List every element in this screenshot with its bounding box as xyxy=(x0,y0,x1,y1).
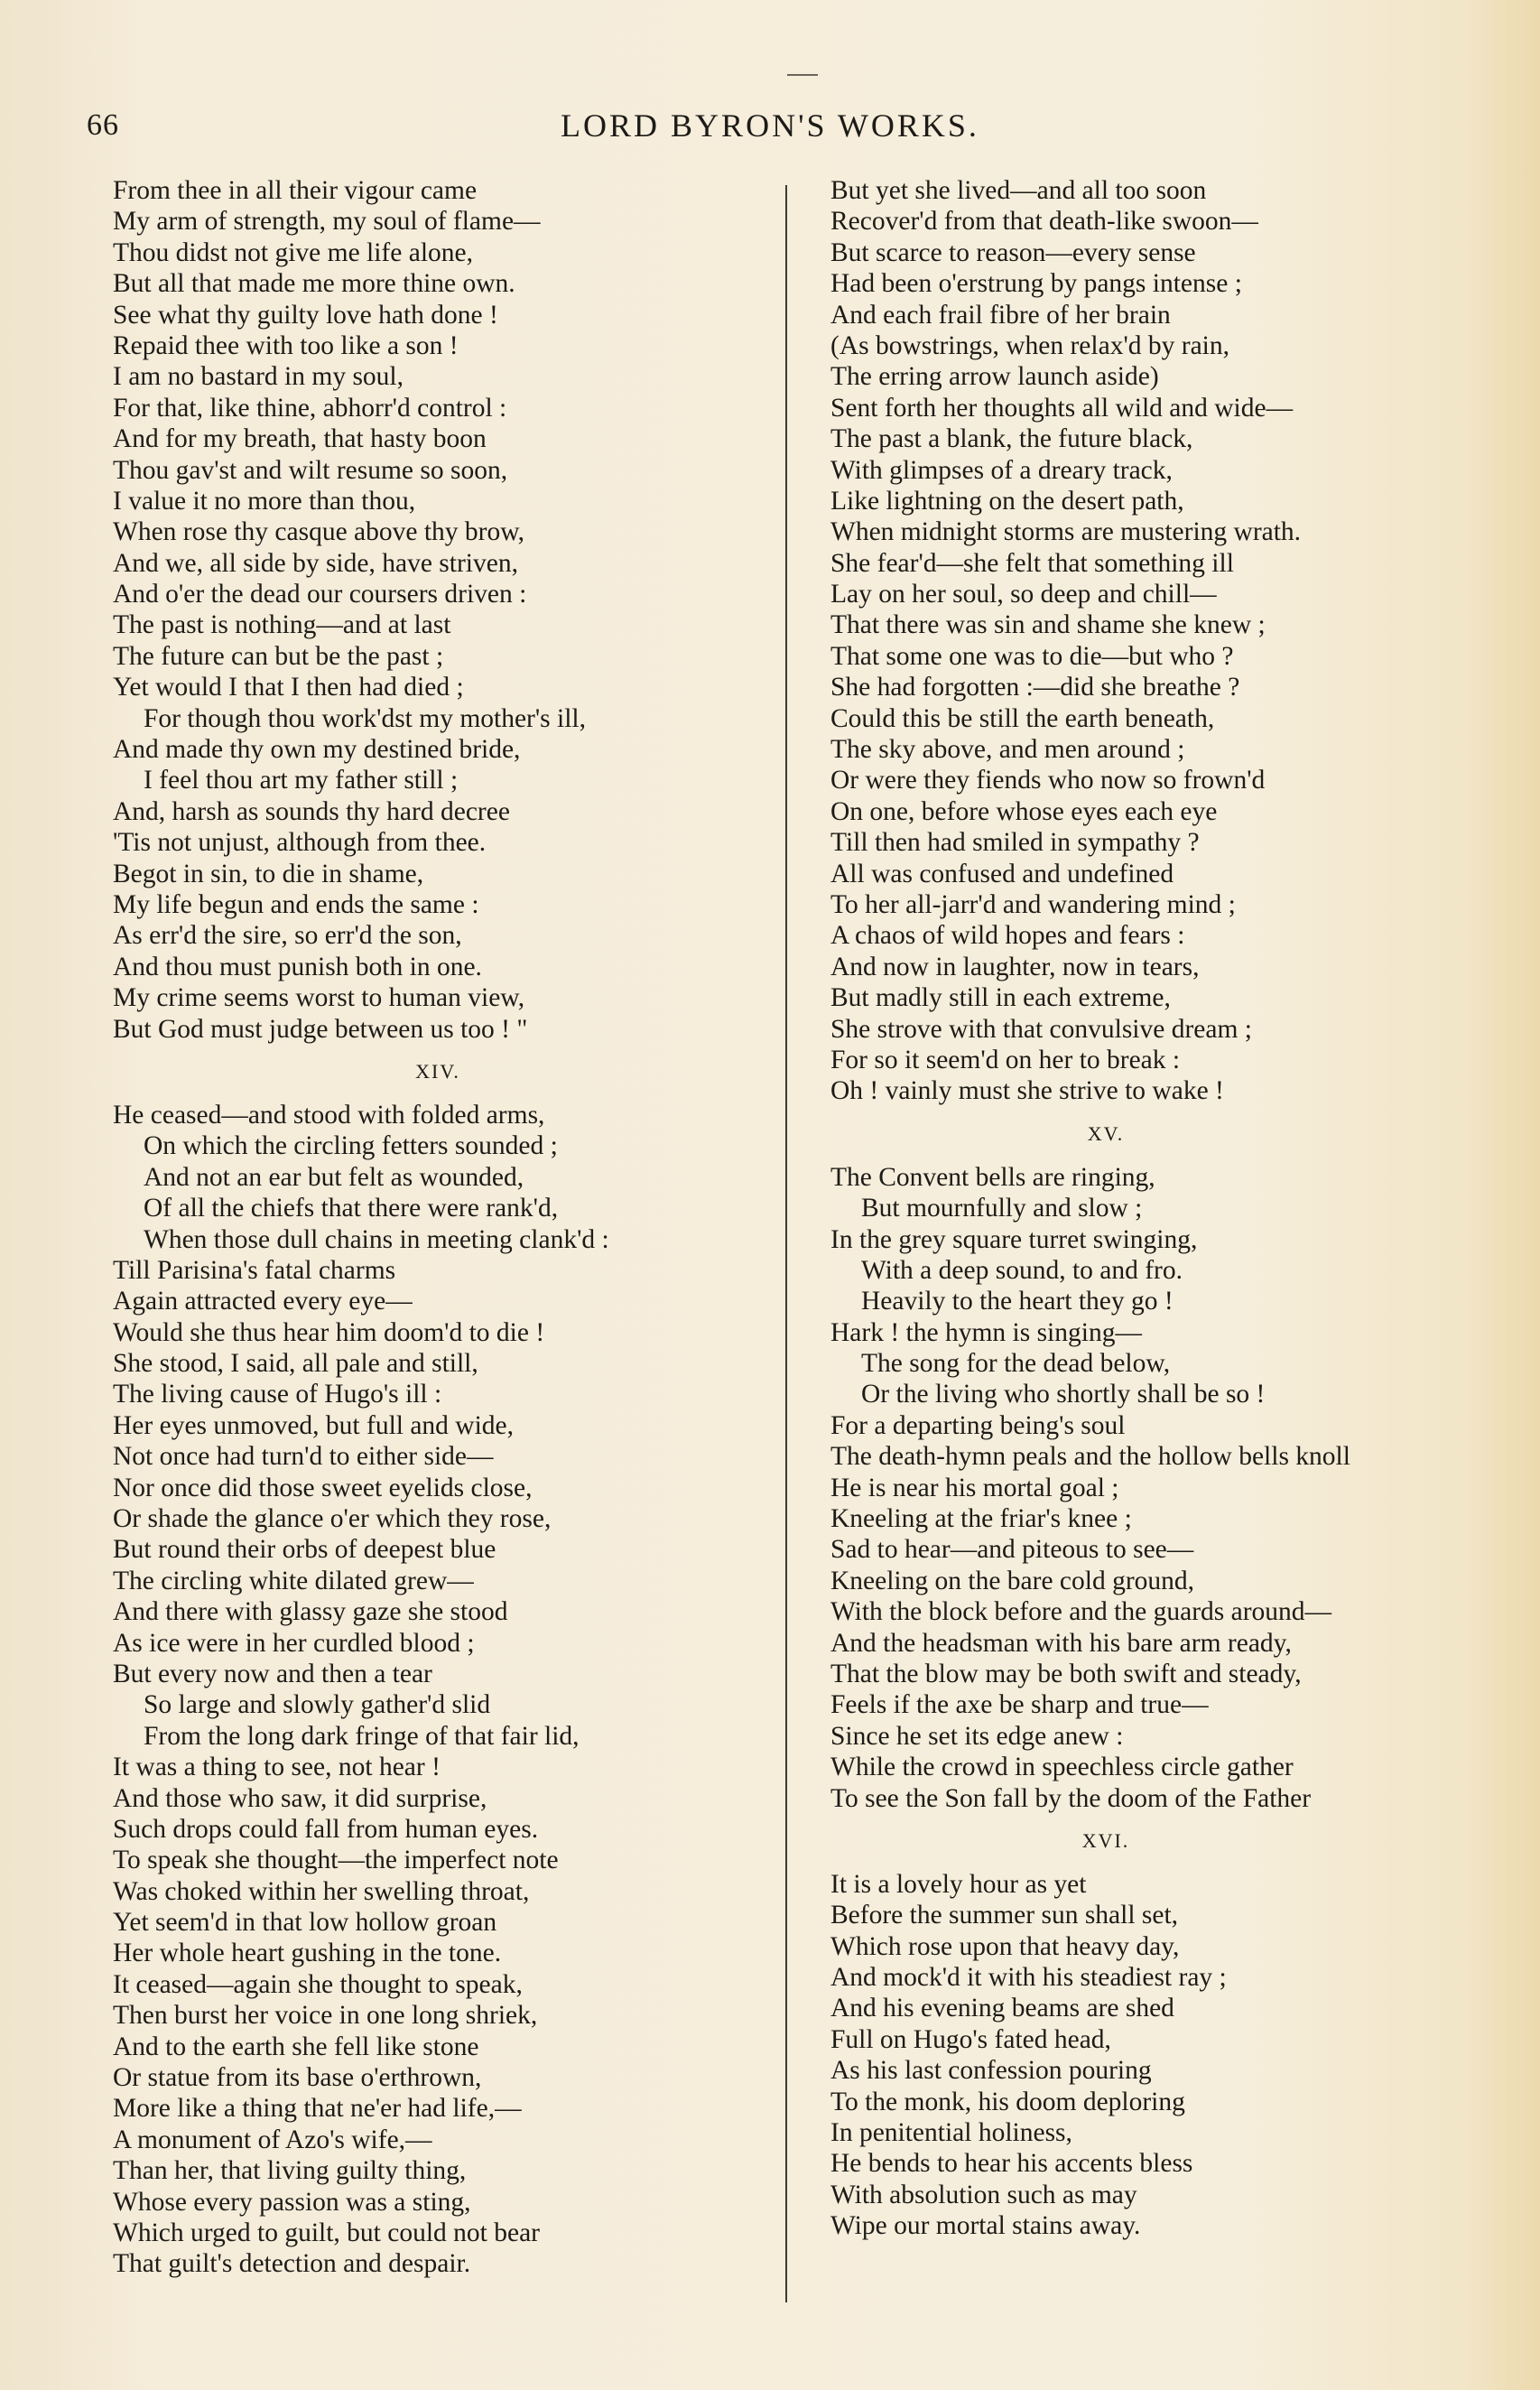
verse-line: But yet she lived—and all too soon xyxy=(830,176,1207,205)
column-rule xyxy=(785,185,787,2302)
verse-line: As his last confession pouring xyxy=(830,2056,1152,2086)
verse-line: Repaid thee with too like a son ! xyxy=(113,330,459,360)
verse-line: To her all-jarr'd and wandering mind ; xyxy=(830,889,1236,919)
verse-line: A monument of Azo's wife,— xyxy=(113,2125,432,2154)
verse-line: From the long dark fringe of that fair lid, xyxy=(144,1721,580,1751)
left-column xyxy=(113,175,763,2280)
verse-line: On one, before whose eyes each eye xyxy=(830,796,1218,826)
verse-line: With a deep sound, to and fro. xyxy=(861,1255,1183,1285)
verse-line: All was confused and undefined xyxy=(830,859,1174,888)
verse-line: Sad to hear—and piteous to see— xyxy=(830,1535,1194,1565)
verse-line: Hark ! the hymn is singing— xyxy=(830,1317,1142,1347)
verse-line: As ice were in her curdled blood ; xyxy=(113,1628,475,1658)
verse-line: Or the living who shortly shall be so ! xyxy=(861,1380,1266,1409)
verse-line: And made thy own my destined bride, xyxy=(113,735,521,765)
verse-line: The past is nothing—and at last xyxy=(113,610,451,640)
verse-line: He ceased—and stood with folded arms, xyxy=(113,1100,545,1130)
verse-line: She stood, I said, all pale and still, xyxy=(113,1349,478,1379)
verse-line: And thou must punish both in one. xyxy=(113,952,482,981)
verse-line: Like lightning on the desert path, xyxy=(830,486,1184,516)
verse-line: For that, like thine, abhorr'd control : xyxy=(113,393,507,423)
verse-line: She fear'd—she felt that something ill xyxy=(830,548,1234,578)
verse-line: See what thy guilty love hath done ! xyxy=(113,300,498,330)
verse-line: And to the earth she fell like stone xyxy=(113,2032,479,2061)
verse-line: But every now and then a tear xyxy=(113,1659,432,1688)
verse-line: Thou didst not give me life alone, xyxy=(113,237,473,267)
section-number: XIV. xyxy=(415,1059,460,1083)
verse-line: To see the Son fall by the doom of the Father xyxy=(830,1783,1312,1813)
verse-line: My arm of strength, my soul of flame— xyxy=(113,207,541,237)
verse-line: Which rose upon that heavy day, xyxy=(830,1931,1180,1961)
verse-line: A chaos of wild hopes and fears : xyxy=(830,921,1185,951)
verse-line: Whose every passion was a sting, xyxy=(113,2187,471,2217)
verse-line: But all that made me more thine own. xyxy=(113,269,515,299)
verse-line: The death-hymn peals and the hollow bells knoll xyxy=(830,1442,1350,1472)
verse-line: And the headsman with his bare arm ready, xyxy=(830,1628,1292,1658)
verse-line: But mournfully and slow ; xyxy=(861,1194,1143,1223)
verse-line: And not an ear but felt as wounded, xyxy=(144,1162,524,1192)
verse-line: And each frail fibre of her brain xyxy=(830,300,1171,330)
verse-line: The sky above, and men around ; xyxy=(830,735,1185,765)
verse-line: With the block before and the guards around— xyxy=(830,1597,1332,1627)
verse-line: Feels if the axe be sharp and true— xyxy=(830,1690,1209,1720)
verse-line: Of all the chiefs that there were rank'd, xyxy=(144,1194,559,1223)
verse-line: That some one was to die—but who ? xyxy=(830,641,1234,671)
verse-line: My crime seems worst to human view, xyxy=(113,983,525,1013)
verse-line: That there was sin and shame she knew ; xyxy=(830,610,1266,640)
verse-line: While the crowd in speechless circle gather xyxy=(830,1753,1294,1782)
verse-line: I value it no more than thou, xyxy=(113,486,416,516)
verse-line: Or were they fiends who now so frown'd xyxy=(830,766,1266,795)
verse-line: She strove with that convulsive dream ; xyxy=(830,1014,1252,1044)
verse-line: Not once had turn'd to either side— xyxy=(113,1442,494,1472)
verse-line: Yet seem'd in that low hollow groan xyxy=(113,1908,497,1938)
verse-line: Till Parisina's fatal charms xyxy=(113,1255,396,1285)
verse-line: For so it seem'd on her to break : xyxy=(830,1045,1181,1074)
verse-line: With absolution such as may xyxy=(830,2180,1137,2209)
verse-line: That the blow may be both swift and steady, xyxy=(830,1659,1302,1688)
verse-line: Since he set its edge anew : xyxy=(830,1721,1124,1751)
verse-line: On which the circling fetters sounded ; xyxy=(144,1131,558,1161)
verse-line: In penitential holiness, xyxy=(830,2118,1072,2148)
verse-line: Sent forth her thoughts all wild and wide— xyxy=(830,393,1294,423)
verse-line: And mock'd it with his steadiest ray ; xyxy=(830,1963,1227,1993)
verse-line: I am no bastard in my soul, xyxy=(113,362,404,392)
verse-line: Lay on her soul, so deep and chill— xyxy=(830,580,1217,609)
running-head: LORD BYRON'S WORKS. xyxy=(561,107,979,144)
verse-line: But God must judge between us too ! " xyxy=(113,1014,528,1044)
verse-line: Wipe our mortal stains away. xyxy=(830,2211,1141,2241)
verse-line: Yet would I that I then had died ; xyxy=(113,673,464,702)
right-column xyxy=(830,175,1444,2242)
verse-line: For a departing being's soul xyxy=(830,1410,1126,1440)
verse-line: When those dull chains in meeting clank'd : xyxy=(144,1224,609,1254)
verse-line: Or statue from its base o'erthrown, xyxy=(113,2063,482,2093)
verse-line: And, harsh as sounds thy hard decree xyxy=(113,796,510,826)
verse-line: And for my breath, that hasty boon xyxy=(113,424,487,454)
verse-line: Which urged to guilt, but could not bear xyxy=(113,2218,540,2247)
verse-line: Than her, that living guilty thing, xyxy=(113,2156,467,2186)
verse-line: That guilt's detection and despair. xyxy=(113,2249,471,2279)
verse-line: Heavily to the heart they go ! xyxy=(861,1287,1174,1316)
section-number: XVI. xyxy=(1081,1828,1130,1852)
verse-line: It was a thing to see, not hear ! xyxy=(113,1753,441,1782)
verse-line: But madly still in each extreme, xyxy=(830,983,1171,1013)
top-ornament-mark xyxy=(787,74,818,76)
verse-line: And his evening beams are shed xyxy=(830,1994,1174,2023)
verse-line: Or shade the glance o'er which they rose, xyxy=(113,1504,552,1534)
verse-line: Was choked within her swelling throat, xyxy=(113,1876,530,1906)
verse-line: So large and slowly gather'd slid xyxy=(144,1690,491,1720)
verse-line: Kneeling on the bare cold ground, xyxy=(830,1566,1195,1595)
verse-line: The erring arrow launch aside) xyxy=(830,362,1159,392)
verse-line: Till then had smiled in sympathy ? xyxy=(830,828,1200,858)
verse-line: The future can but be the past ; xyxy=(113,641,444,671)
verse-line: And we, all side by side, have striven, xyxy=(113,548,518,578)
verse-line: When midnight storms are mustering wrath. xyxy=(830,517,1302,547)
page-number: 66 xyxy=(87,108,119,142)
verse-line: Would she thus hear him doom'd to die ! xyxy=(113,1317,545,1347)
verse-line: Her whole heart gushing in the tone. xyxy=(113,1939,502,1968)
verse-line: It ceased—again she thought to speak, xyxy=(113,1969,523,1999)
verse-line: From thee in all their vigour came xyxy=(113,176,478,205)
verse-line: It is a lovely hour as yet xyxy=(830,1869,1087,1899)
verse-line: Such drops could fall from human eyes. xyxy=(113,1814,539,1844)
verse-line: Kneeling at the friar's knee ; xyxy=(830,1504,1132,1534)
verse-line: When rose thy casque above thy brow, xyxy=(113,517,525,547)
section-number: XV. xyxy=(1087,1121,1125,1145)
verse-line: The Convent bells are ringing, xyxy=(830,1162,1155,1192)
verse-line: 'Tis not unjust, although from thee. xyxy=(113,828,487,858)
verse-line: The song for the dead below, xyxy=(861,1349,1171,1379)
verse-line: Before the summer sun shall set, xyxy=(830,1901,1179,1930)
verse-line: For though thou work'dst my mother's ill, xyxy=(144,703,587,733)
verse-line: Recover'd from that death-like swoon— xyxy=(830,207,1258,237)
verse-line: And those who saw, it did surprise, xyxy=(113,1783,487,1813)
verse-line: I feel thou art my father still ; xyxy=(144,766,459,795)
verse-line: He bends to hear his accents bless xyxy=(830,2149,1193,2179)
verse-line: Nor once did those sweet eyelids close, xyxy=(113,1473,533,1502)
verse-line: Begot in sin, to die in shame, xyxy=(113,859,424,888)
verse-line: With glimpses of a dreary track, xyxy=(830,455,1173,485)
verse-line: And there with glassy gaze she stood xyxy=(113,1597,508,1627)
verse-line: But round their orbs of deepest blue xyxy=(113,1535,496,1565)
verse-line: (As bowstrings, when relax'd by rain, xyxy=(830,330,1229,360)
verse-line: And now in laughter, now in tears, xyxy=(830,952,1200,981)
verse-line: My life begun and ends the same : xyxy=(113,889,479,919)
verse-line: He is near his mortal goal ; xyxy=(830,1473,1119,1502)
verse-line: To the monk, his doom deploring xyxy=(830,2087,1185,2116)
verse-line: Could this be still the earth beneath, xyxy=(830,703,1215,733)
verse-line: Thou gav'st and wilt resume so soon, xyxy=(113,455,508,485)
verse-line: Again attracted every eye— xyxy=(113,1287,413,1316)
verse-line: She had forgotten :—did she breathe ? xyxy=(830,673,1240,702)
verse-line: Oh ! vainly must she strive to wake ! xyxy=(830,1076,1224,1106)
verse-line: And o'er the dead our coursers driven : xyxy=(113,580,527,609)
verse-line: But scarce to reason—every sense xyxy=(830,237,1196,267)
verse-line: The past a blank, the future black, xyxy=(830,424,1193,454)
verse-line: Full on Hugo's fated head, xyxy=(830,2024,1111,2054)
verse-line: More like a thing that ne'er had life,— xyxy=(113,2094,522,2124)
verse-line: Her eyes unmoved, but full and wide, xyxy=(113,1410,515,1440)
verse-line: Had been o'erstrung by pangs intense ; xyxy=(830,269,1242,299)
verse-line: The living cause of Hugo's ill : xyxy=(113,1380,442,1409)
verse-line: To speak she thought—the imperfect note xyxy=(113,1846,559,1875)
verse-line: The circling white dilated grew— xyxy=(113,1566,474,1595)
verse-line: Then burst her voice in one long shriek, xyxy=(113,2001,538,2031)
verse-line: In the grey square turret swinging, xyxy=(830,1224,1198,1254)
verse-line: As err'd the sire, so err'd the son, xyxy=(113,921,462,951)
